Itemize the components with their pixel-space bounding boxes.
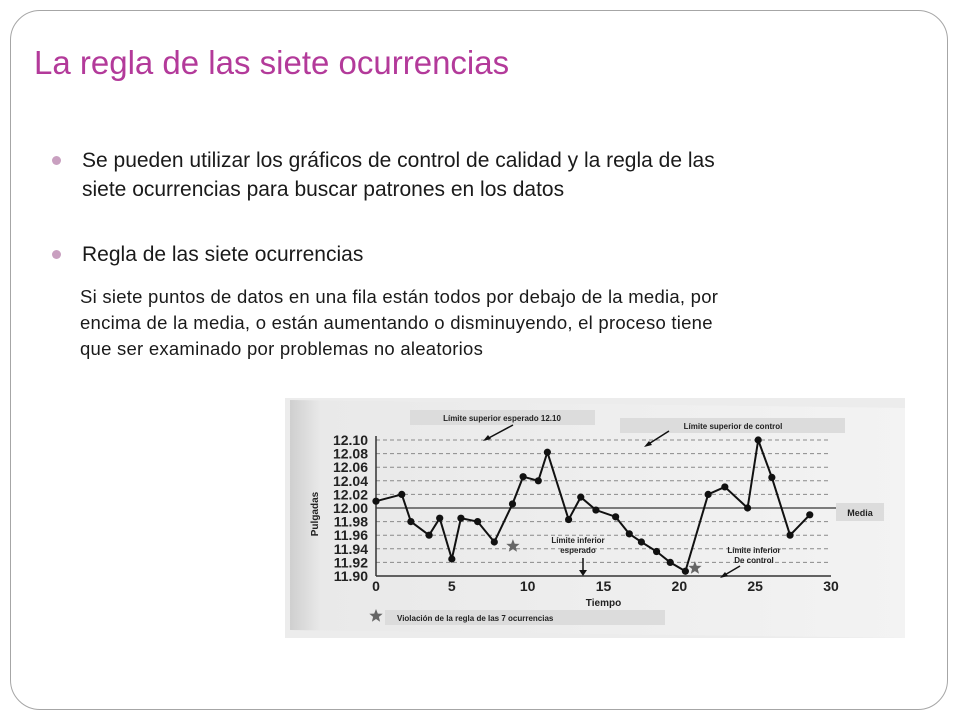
rule-line-1: Si siete puntos de datos en una fila están todos por debajo de la media, por [80,286,719,307]
upper-expected-label: Límite superior esperado 12.10 [443,414,561,423]
mean-label: Media [847,508,873,518]
data-point-2 [407,518,414,525]
data-point-1 [398,491,405,498]
data-point-17 [626,530,633,537]
bullet-2-line-1: Regla de las siete ocurrencias [82,243,364,266]
bullet-dot-2 [52,250,61,259]
y-tick-label-1: 12.08 [332,445,368,462]
data-point-4 [436,515,443,522]
control-chart-svg [285,398,905,638]
data-point-16 [612,513,619,520]
y-tick-label-9: 11.92 [333,554,368,571]
y-tick-label-8: 11.94 [333,540,368,557]
y-tick-label-2: 12.06 [332,459,368,476]
lower-expected-label-2: esperado [560,546,596,555]
data-point-19 [653,548,660,555]
x-tick-label-4: 20 [671,578,688,594]
data-point-13 [565,516,572,523]
slide-title: La regla de las siete ocurrencias [34,44,510,81]
data-point-24 [744,504,751,511]
y-tick-label-7: 11.96 [333,527,368,544]
y-axis-label: Pulgadas [310,491,321,537]
data-point-14 [577,494,584,501]
x-tick-label-6: 30 [823,578,839,594]
data-point-22 [705,491,712,498]
upper-control-label: Límite superior de control [683,422,783,431]
bullet-1-line-1: Se pueden utilizar los gráficos de control de calidad y la regla de las [82,149,715,172]
data-point-6 [457,515,464,522]
rule-line-3: que ser examinado por problemas no aleatorios [80,338,484,359]
lower-control-label-1: Límite inferior [727,546,781,555]
data-point-10 [520,473,527,480]
y-tick-label-4: 12.02 [332,486,368,503]
x-tick-label-0: 0 [372,578,380,594]
bullet-1-line-2: siete ocurrencias para buscar patrones en los datos [82,178,565,201]
y-tick-label-10: 11.90 [333,568,368,584]
data-point-20 [667,559,674,566]
data-point-25 [755,436,762,443]
data-point-27 [786,532,793,539]
data-point-0 [372,498,379,505]
data-point-21 [682,568,689,575]
data-point-3 [425,532,432,539]
legend-label: Violación de la regla de las 7 ocurrencias [397,614,554,623]
data-point-26 [768,474,775,481]
bullet-1 [82,146,715,204]
data-point-15 [592,506,599,513]
data-point-28 [806,511,813,518]
rule-description [80,284,890,362]
data-point-11 [535,477,542,484]
x-tick-label-3: 15 [595,578,612,594]
bullet-2 [82,240,363,269]
data-point-8 [491,538,498,545]
data-point-12 [544,449,551,456]
data-point-7 [474,518,481,525]
x-tick-label-1: 5 [447,578,456,594]
bullet-dot-1 [52,156,61,165]
y-tick-label-5: 12.00 [332,500,368,516]
x-tick-label-2: 10 [519,578,536,594]
lower-expected-label-1: Límite inferior [551,536,605,545]
lower-control-label-2: De control [734,556,774,565]
data-point-23 [721,483,728,490]
rule-line-2: encima de la media, o están aumentando o disminuyendo, el proceso tiene [80,312,713,333]
x-tick-label-5: 25 [747,578,763,594]
data-point-18 [638,538,645,545]
y-tick-label-6: 11.98 [333,513,368,530]
x-axis-label: Tiempo [585,598,622,609]
y-tick-label-0: 12.10 [332,432,368,448]
data-point-9 [509,500,516,507]
data-point-5 [448,555,455,562]
y-tick-label-3: 12.04 [332,472,368,489]
control-chart [285,398,905,638]
